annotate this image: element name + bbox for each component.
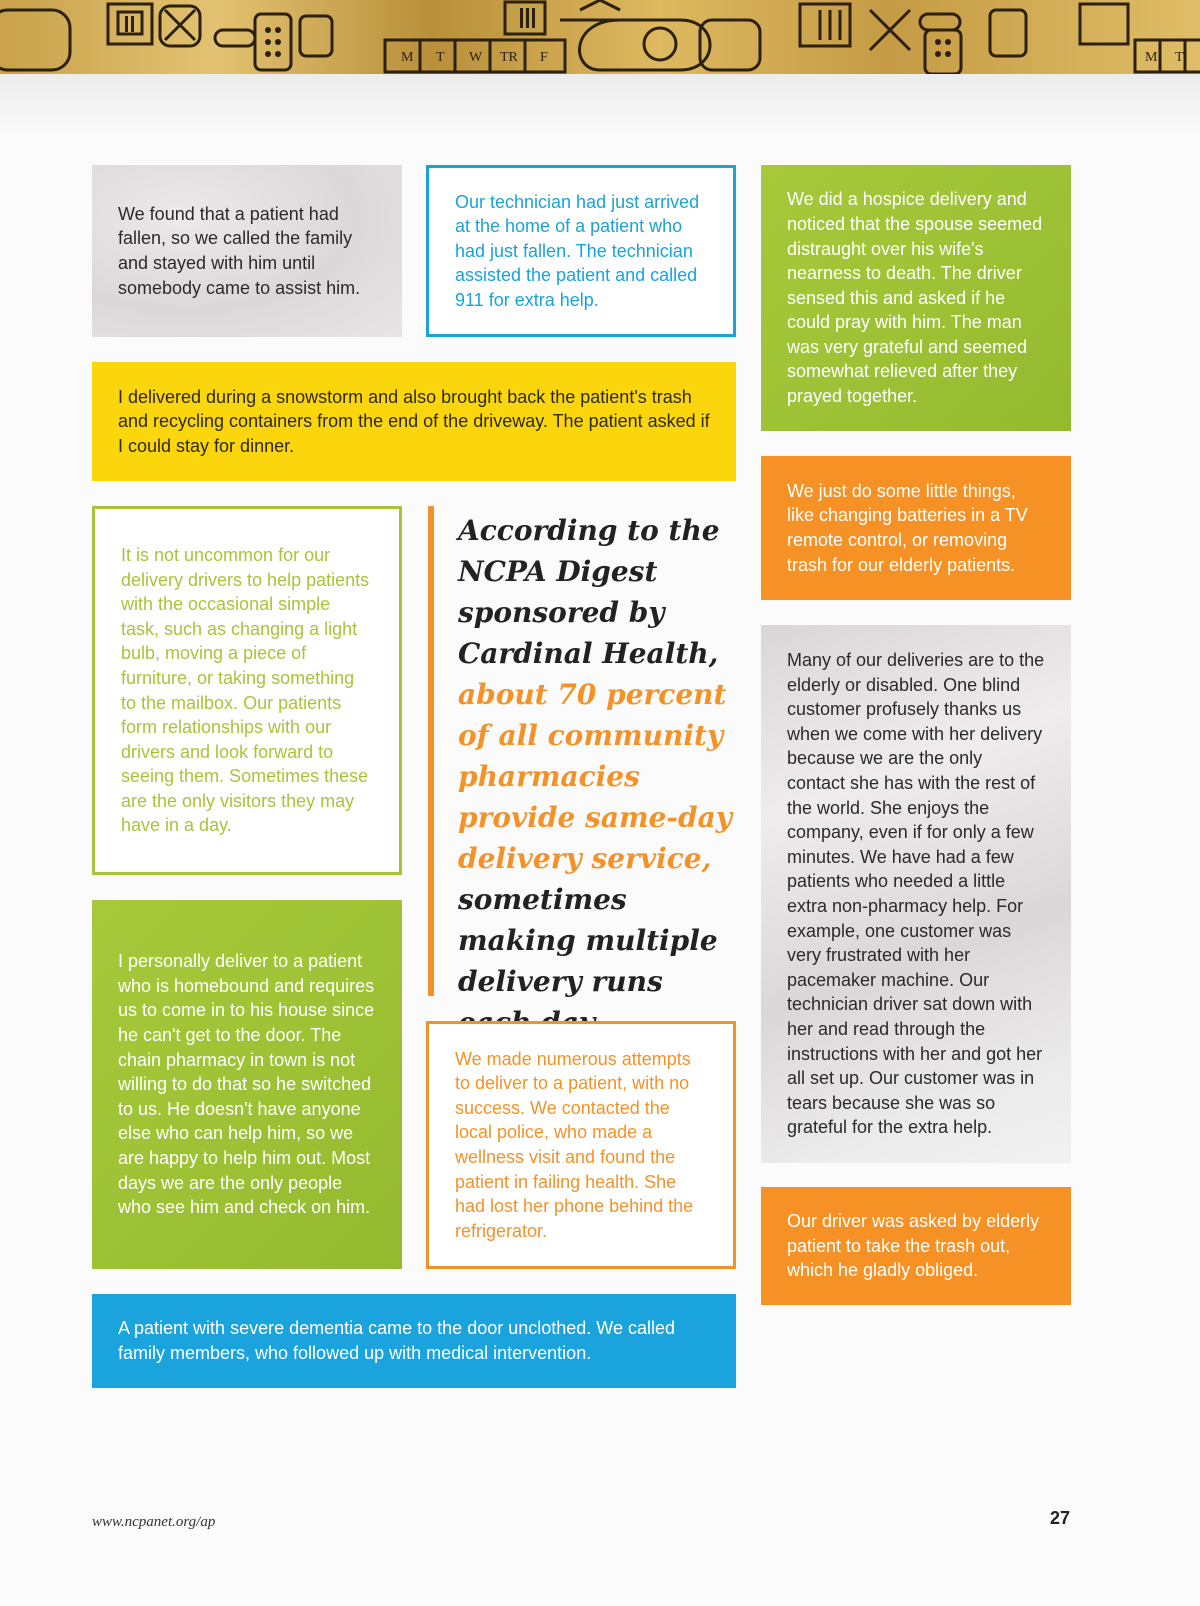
pull-quote [428,506,738,996]
weekday-letter: T [1175,50,1184,65]
weekday-letters [0,0,1200,74]
story-homebound [92,900,402,1269]
story-text: We found that a patient had fallen, so we called the family and stayed with him until somebody came to assist him. [118,203,361,298]
story-text: A patient with severe dementia came to the door unclothed. We called family members, who followed up with medical intervention. [118,1318,675,1363]
banner-shadow [0,74,1200,134]
story-text: I personally deliver to a patient who is homebound and requires us to come in to his house since he can't get to the door. The chain pharmacy in town is not willing to do that so he switched to us. He doesn't have anyone else who can help him, so we are happy to help him out. Most days we are the only people who see him and check on him. [118,951,375,1218]
story-text: We made numerous attempts to deliver to a patient, with no success. We contacted the local police, who made a wellness visit and found the patient in failing health. She had lost her phone behind the refrigerator. [455,1048,694,1241]
story-snowstorm [92,362,736,481]
weekday-letter: TR [500,50,518,65]
story-text: It is not uncommon for our delivery drivers to help patients with the occasional simple task, such as changing a light bulb, moving a piece of furniture, or taking something to the mailbox. Our patients form relationships with our drivers and look forward to seeing them. Sometimes these are the only visitors they may have in a day. [121,544,370,836]
story-dementia [92,1294,736,1388]
pull-quote-highlight: about 70 percent of all community pharmacies provide same-day delivery service, [458,678,733,875]
story-trash-out [761,1187,1071,1305]
weekday-letter: M [401,50,414,65]
story-text: We just do some little things, like changing batteries in a TV remote control, or removing trash for our elderly patients. [787,480,1028,575]
story-text: We did a hospice delivery and noticed that the spouse seemed distraught over his wife's nearness to death. The driver sensed this and asked if he could pray with him. The man was very grateful and seemed somewhat relieved after they prayed together. [787,189,1043,407]
story-technician-911 [426,165,736,337]
weekday-letter: F [540,50,548,65]
weekday-letter: T [436,50,445,65]
story-simple-tasks [92,506,402,875]
story-text: Our technician had just arrived at the home of a patient who had just fallen. The technician assisted the patient and called 911 for extra help. [455,191,700,310]
pull-quote-lead: According to the NCPA Digest sponsored by Cardinal Health, [458,514,720,670]
story-text: I delivered during a snowstorm and also brought back the patient's trash and recycling containers from the end of the driveway. The patient asked if I could stay for dinner. [118,386,710,456]
story-little-things [761,456,1071,600]
story-blind-customer [761,625,1071,1163]
story-hospice-prayer [761,165,1071,431]
weekday-letter: W [469,50,483,65]
pull-quote-tail: sometimes making multiple delivery runs [458,883,718,998]
footer-url: www.ncpanet.org/ap [92,1514,216,1530]
decorative-banner [0,0,1200,74]
story-text: Our driver was asked by elderly patient to take the trash out, which he gladly obliged. [787,1211,1040,1281]
story-wellness-visit [426,1021,736,1269]
weekday-letter: M [1145,50,1158,65]
story-fallen-patient [92,165,402,337]
story-text: Many of our deliveries are to the elderly or disabled. One blind customer profusely thanks us when we come with her delivery because we are the only contact she has with the rest of the world. She enjoys the company, even if for only a few minutes. We have had a few patients who needed a little extra non-pharmacy help. For example, one customer was very frustrated with her pacemaker machine. Our technician driver sat down with her and read through the instructions with her and got her all set up. Our customer was in tears because she was so grateful for the extra help. [787,650,1045,1138]
page-number: 27 [1050,1508,1071,1528]
